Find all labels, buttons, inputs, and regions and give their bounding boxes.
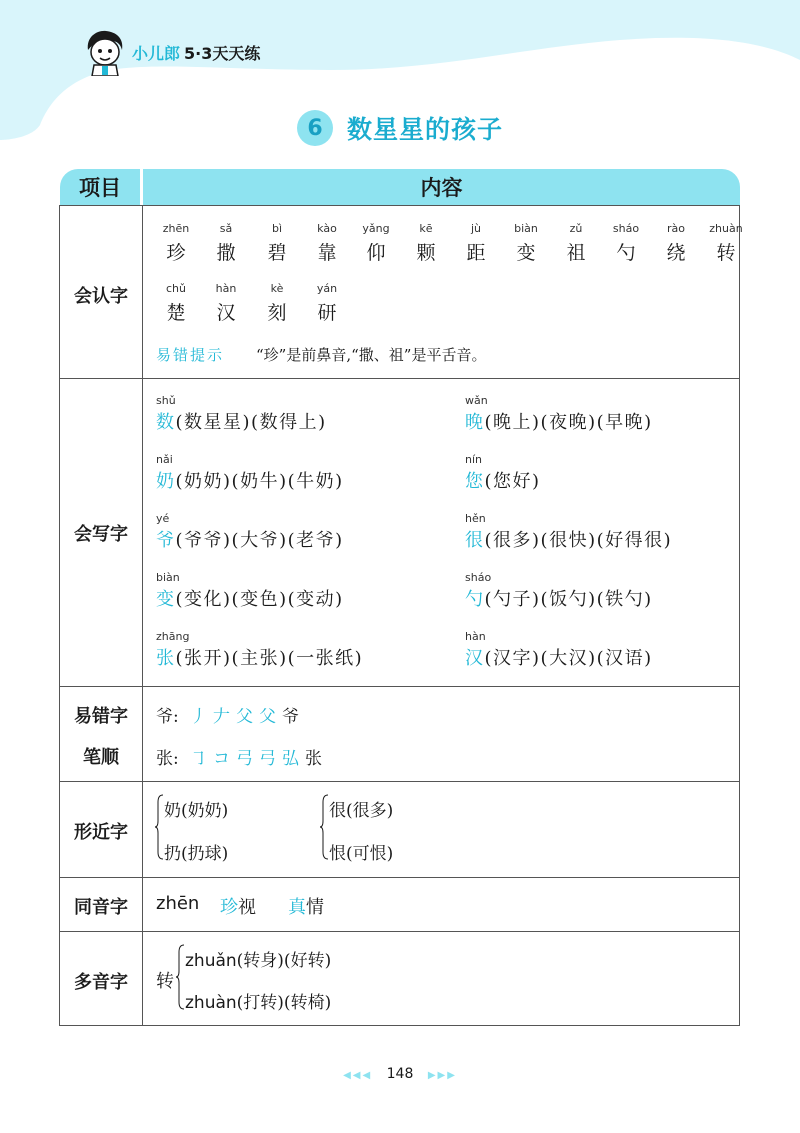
stroke-step: 弘 — [282, 749, 305, 769]
pinyin: nín — [465, 453, 482, 466]
write-words: (爷爷)(大爷)(老爷) — [175, 530, 344, 551]
row-label-homophone: 同音字 — [74, 897, 128, 918]
homophone-rest-1: 视 — [238, 897, 256, 918]
lesson-number: 6 — [297, 110, 333, 146]
recognize-char: 勺 — [616, 242, 636, 264]
homophone-rest-2: 情 — [306, 897, 324, 918]
row-label-recognize: 会认字 — [74, 286, 128, 307]
write-entry — [465, 408, 653, 434]
pinyin: jù — [470, 222, 482, 235]
column-header-content: 内容 — [143, 169, 740, 205]
pinyin: biàn — [156, 571, 180, 584]
hint-text: “珍”是前鼻音,“撒、祖”是平舌音。 — [256, 346, 487, 364]
pinyin: zhēn — [162, 222, 190, 235]
pinyin: yé — [156, 512, 170, 525]
write-words: (晚上)(夜晚)(早晚) — [484, 412, 653, 433]
next-arrows-icon: ▶▶▶ — [427, 1070, 457, 1081]
mascot-icon — [84, 28, 126, 76]
recognize-char: 撒 — [216, 242, 236, 264]
pinyin: hàn — [215, 282, 237, 295]
brace-icon — [154, 794, 164, 860]
row-divider — [60, 686, 739, 687]
write-words: (您好) — [484, 471, 541, 492]
recognize-char: 绕 — [666, 242, 686, 264]
write-entry — [156, 408, 327, 434]
stroke-step: コ — [213, 749, 236, 769]
recognize-char: 汉 — [216, 302, 236, 324]
homophone-pinyin: zhēn — [156, 893, 200, 914]
write-char: 您 — [465, 471, 485, 492]
pinyin: biàn — [514, 222, 538, 235]
stroke-step: 丿 — [190, 707, 213, 727]
write-entry — [465, 467, 541, 493]
pinyin: zǔ — [569, 222, 583, 235]
row-label-stroke-2: 笔顺 — [83, 747, 119, 768]
stroke-ye-label: 爷: — [156, 707, 179, 727]
write-char: 奶 — [156, 471, 176, 492]
write-words: (汉字)(大汉)(汉语) — [484, 648, 653, 669]
page-number: 148 — [386, 1066, 414, 1082]
write-words: (变化)(变色)(变动) — [175, 589, 344, 610]
stroke-step: 张 — [305, 749, 328, 769]
pinyin: yán — [316, 282, 338, 295]
vocab-table — [59, 205, 743, 1026]
lesson-title: 数星星的孩子 — [346, 115, 503, 144]
lesson-heading — [0, 110, 800, 146]
recognize-char: 转 — [716, 242, 736, 264]
write-entry — [156, 526, 344, 552]
polyphone-reading-1 — [185, 946, 331, 971]
row-label-polyphone: 多音字 — [74, 972, 128, 993]
pinyin: zhuàn — [709, 222, 743, 235]
write-words: (奶奶)(奶牛)(牛奶) — [175, 471, 344, 492]
recognize-char: 颗 — [416, 242, 436, 264]
stroke-step: ㇆ — [190, 749, 213, 769]
polyphone-reading-2 — [185, 988, 331, 1013]
stroke-step: 弓 — [236, 749, 259, 769]
pinyin: kē — [419, 222, 433, 235]
write-words: (很多)(很快)(好得很) — [484, 530, 673, 551]
stroke-order-ye — [190, 702, 305, 727]
brand — [84, 28, 260, 76]
write-words: (张开)(主张)(一张纸) — [175, 648, 364, 669]
row-divider — [60, 378, 739, 379]
polyphone-words-2: (打转)(转椅) — [236, 993, 332, 1013]
pinyin: nǎi — [156, 453, 173, 466]
row-label-stroke-1: 易错字 — [74, 706, 128, 727]
recognize-char: 刻 — [267, 302, 287, 324]
pinyin: kè — [270, 282, 284, 295]
stroke-zhang-label: 张: — [156, 749, 179, 769]
row-divider — [60, 877, 739, 878]
polyphone-words-1: (转身)(好转) — [236, 951, 332, 971]
pinyin: hàn — [465, 630, 486, 643]
write-char: 勺 — [465, 589, 485, 610]
write-char: 汉 — [465, 648, 485, 669]
similar-left-2: 扔(扔球) — [164, 844, 229, 864]
pinyin: shǔ — [156, 394, 176, 407]
write-entry — [156, 467, 344, 493]
write-char: 数 — [156, 412, 176, 433]
recognize-char: 楚 — [166, 302, 186, 324]
write-char: 晚 — [465, 412, 485, 433]
brand-name: 小儿郎 — [132, 43, 181, 63]
write-words: (勺子)(饭勺)(铁勺) — [484, 589, 653, 610]
prev-arrows-icon: ◀◀◀ — [343, 1070, 373, 1081]
recognize-char: 仰 — [366, 242, 386, 264]
pinyin: hěn — [465, 512, 486, 525]
recognize-char: 靠 — [317, 242, 337, 264]
write-char: 爷 — [156, 530, 176, 551]
stroke-step: 父 — [259, 707, 282, 727]
stroke-step: 𠂇 — [213, 707, 236, 727]
stroke-step: 父 — [236, 707, 259, 727]
write-entry — [156, 585, 344, 611]
write-entry — [465, 526, 672, 552]
polyphone-pinyin-2: zhuàn — [185, 993, 237, 1013]
homophone-char-1: 珍 — [220, 897, 238, 918]
brand-series: 5·3天天练 — [184, 43, 261, 63]
write-words: (数星星)(数得上) — [175, 412, 327, 433]
pinyin: sǎ — [219, 222, 233, 235]
similar-left-1: 奶(奶奶) — [164, 801, 229, 821]
pinyin: yǎng — [362, 222, 390, 235]
polyphone-char: 转 — [156, 971, 174, 992]
write-char: 张 — [156, 648, 176, 669]
recognize-char: 距 — [466, 242, 486, 264]
write-entry — [465, 585, 653, 611]
homophone-word-1 — [220, 893, 256, 919]
row-label-write: 会写字 — [74, 524, 128, 545]
stroke-order-zhang — [190, 744, 328, 769]
similar-right-1: 很(很多) — [329, 801, 394, 821]
row-divider — [60, 781, 739, 782]
stroke-step: 弓 — [259, 749, 282, 769]
brace-icon — [319, 794, 329, 860]
brace-icon — [175, 944, 185, 1010]
recognize-char: 祖 — [566, 242, 586, 264]
pinyin: zhāng — [156, 630, 190, 643]
write-entry — [465, 644, 653, 670]
homophone-word-2 — [288, 893, 324, 919]
recognize-char: 变 — [516, 242, 536, 264]
pinyin: wǎn — [465, 394, 488, 407]
write-char: 变 — [156, 589, 176, 610]
pinyin: rào — [667, 222, 685, 235]
page-footer — [0, 1066, 800, 1082]
polyphone-pinyin-1: zhuǎn — [185, 951, 237, 971]
write-char: 很 — [465, 530, 485, 551]
stroke-step: 爷 — [282, 707, 305, 727]
column-divider — [142, 206, 143, 1025]
row-divider — [60, 931, 739, 932]
pinyin: kào — [317, 222, 337, 235]
hint-label: 易错提示 — [156, 346, 225, 364]
homophone-char-2: 真 — [288, 897, 306, 918]
pinyin: chǔ — [166, 282, 186, 295]
column-header-item: 项目 — [60, 169, 140, 205]
pinyin: bì — [271, 222, 283, 235]
pinyin: sháo — [612, 222, 640, 235]
pinyin: sháo — [465, 571, 492, 584]
write-entry — [156, 644, 363, 670]
recognize-char: 珍 — [166, 242, 186, 264]
recognize-char: 研 — [317, 302, 337, 324]
recognize-char: 碧 — [267, 242, 287, 264]
similar-right-2: 恨(可恨) — [329, 844, 394, 864]
row-label-similar: 形近字 — [74, 822, 128, 843]
